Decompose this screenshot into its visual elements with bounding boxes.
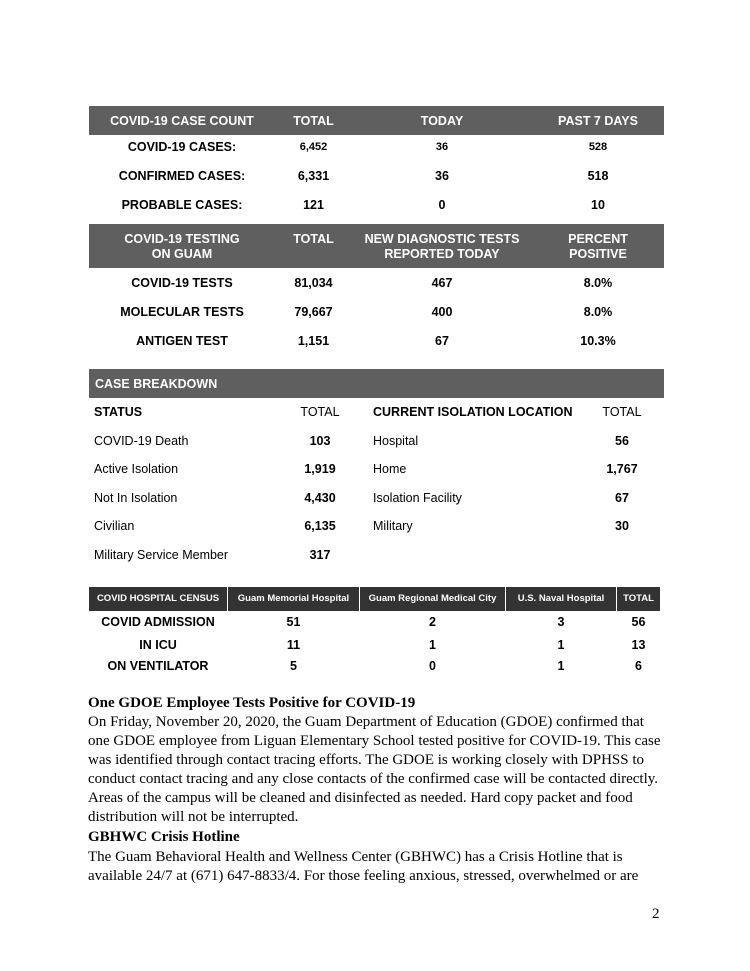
table-row <box>89 491 664 519</box>
location-label: Military <box>373 519 413 533</box>
percent-positive-value: 8.0% <box>583 276 613 290</box>
gmh-value: 11 <box>286 638 301 652</box>
table-row <box>89 548 664 576</box>
table-row <box>89 276 664 305</box>
table-row <box>89 140 664 169</box>
new-tests-header: NEW DIAGNOSTIC TESTS REPORTED TODAY <box>364 232 520 261</box>
case-breakdown-title: CASE BREAKDOWN <box>95 377 218 391</box>
row-label: IN ICU <box>139 638 177 652</box>
case-count-header-row <box>89 106 664 135</box>
percent-positive-value: 8.0% <box>583 305 613 319</box>
total-value: 6,452 <box>299 141 328 153</box>
total-header: TOTAL <box>623 593 654 604</box>
row-label: PROBABLE CASES: <box>121 198 243 212</box>
table-row <box>89 169 664 198</box>
case-breakdown-header <box>89 369 664 398</box>
row-label: COVID ADMISSION <box>101 615 215 629</box>
total-value: 1,151 <box>297 334 330 348</box>
total-value: 6,331 <box>297 169 330 183</box>
naval-value: 3 <box>557 615 565 629</box>
total-header: TOTAL <box>293 232 334 246</box>
gmh-header: Guam Memorial Hospital <box>237 593 350 604</box>
past-7-days-value: 10 <box>591 198 605 212</box>
location-total: 67 <box>615 491 629 505</box>
percent-positive-header: PERCENT POSITIVE <box>568 232 628 261</box>
total-value: 81,034 <box>294 276 333 290</box>
status-label: Civilian <box>94 519 135 533</box>
status-label: COVID-19 Death <box>94 434 189 448</box>
percent-positive-value: 10.3% <box>580 334 616 348</box>
row-label: ANTIGEN TEST <box>136 334 228 348</box>
total-value: 79,667 <box>294 305 333 319</box>
new-tests-value: 400 <box>431 305 453 319</box>
section-body: On Friday, November 20, 2020, the Guam Department of Education (GDOE) confirmed that one GDOE employee from Liguan Elementary School tested positive for COVID-19. This case was identified through contact tracing efforts. The GDOE is working closely with DPHSS to conduct contact tracing and any close contacts of the confirmed case will be contacted directly. Areas of the campus will be cleaned and disinfected as needed. Hard copy packet and food distribution will not be interrupted. <box>88 714 661 825</box>
past-7-days-value: 528 <box>588 141 608 153</box>
today-header: TODAY <box>420 114 464 128</box>
location-label: Home <box>373 462 407 476</box>
naval-hospital-header: U.S. Naval Hospital <box>517 593 605 604</box>
row-label: COVID-19 CASES: <box>127 140 237 154</box>
gmh-value: 51 <box>286 615 301 629</box>
location-total: 30 <box>615 519 629 533</box>
testing-header: COVID-19 TESTING ON GUAM <box>124 232 240 261</box>
case-count-header: COVID-19 CASE COUNT <box>110 114 254 128</box>
today-value: 36 <box>435 141 449 153</box>
naval-value: 1 <box>557 659 565 673</box>
status-label: Not In Isolation <box>94 491 178 505</box>
row-label: ON VENTILATOR <box>107 659 209 673</box>
new-tests-value: 67 <box>435 334 449 348</box>
today-value: 36 <box>435 169 449 183</box>
past-7-days-value: 518 <box>587 169 609 183</box>
status-total: 103 <box>309 434 331 448</box>
table-row <box>89 462 664 490</box>
row-label: COVID-19 TESTS <box>131 276 233 290</box>
status-label: Military Service Member <box>94 548 229 562</box>
total-value: 121 <box>303 198 324 212</box>
page-number: 2 <box>652 906 660 922</box>
new-tests-value: 467 <box>431 276 453 290</box>
grmc-value: 0 <box>429 659 436 673</box>
testing-header-row <box>89 224 664 268</box>
total-value: 13 <box>631 638 646 652</box>
status-label: Active Isolation <box>94 462 179 476</box>
row-label: MOLECULAR TESTS <box>120 305 244 319</box>
row-label: CONFIRMED CASES: <box>118 169 246 183</box>
status-header: STATUS <box>94 405 143 419</box>
status-total: 317 <box>309 548 331 562</box>
total-value: 6 <box>635 659 642 673</box>
past-7-days-header: PAST 7 DAYS <box>558 114 638 128</box>
gmh-value: 5 <box>290 659 297 673</box>
status-total: 4,430 <box>304 491 336 505</box>
table-row <box>89 659 660 681</box>
grmc-header: Guam Regional Medical City <box>368 593 497 604</box>
table-row <box>89 519 664 547</box>
location-label: Hospital <box>373 434 419 448</box>
census-header-row <box>89 587 660 611</box>
location-label: Isolation Facility <box>373 491 462 505</box>
table-row <box>89 305 664 334</box>
status-total: 6,135 <box>304 519 336 533</box>
table-row <box>89 638 660 660</box>
naval-value: 1 <box>557 638 565 652</box>
today-value: 0 <box>438 198 446 212</box>
grmc-value: 2 <box>429 615 436 629</box>
grmc-value: 1 <box>429 638 436 652</box>
section-body: The Guam Behavioral Health and Wellness Center (GBHWC) has a Crisis Hotline that is available 24/7 at (671) 647-8833/4. For those feeling anxious, stressed, overwhelmed or are <box>88 849 639 884</box>
location-total: 1,767 <box>606 462 638 476</box>
location-total-header: TOTAL <box>602 405 642 419</box>
location-total: 56 <box>615 434 629 448</box>
table-row <box>89 334 664 363</box>
table-row <box>89 615 660 637</box>
status-total: 1,919 <box>304 462 336 476</box>
location-header: CURRENT ISOLATION LOCATION <box>373 405 573 419</box>
total-header: TOTAL <box>293 114 334 128</box>
status-total-header: TOTAL <box>300 405 340 419</box>
total-value: 56 <box>631 615 646 629</box>
census-title-header: COVID HOSPITAL CENSUS <box>96 593 220 604</box>
table-row <box>89 434 664 462</box>
section-title: One GDOE Employee Tests Positive for COVID-19 <box>88 695 416 711</box>
table-row <box>89 198 664 227</box>
section-title: GBHWC Crisis Hotline <box>88 829 240 845</box>
breakdown-column-headers <box>89 405 664 433</box>
